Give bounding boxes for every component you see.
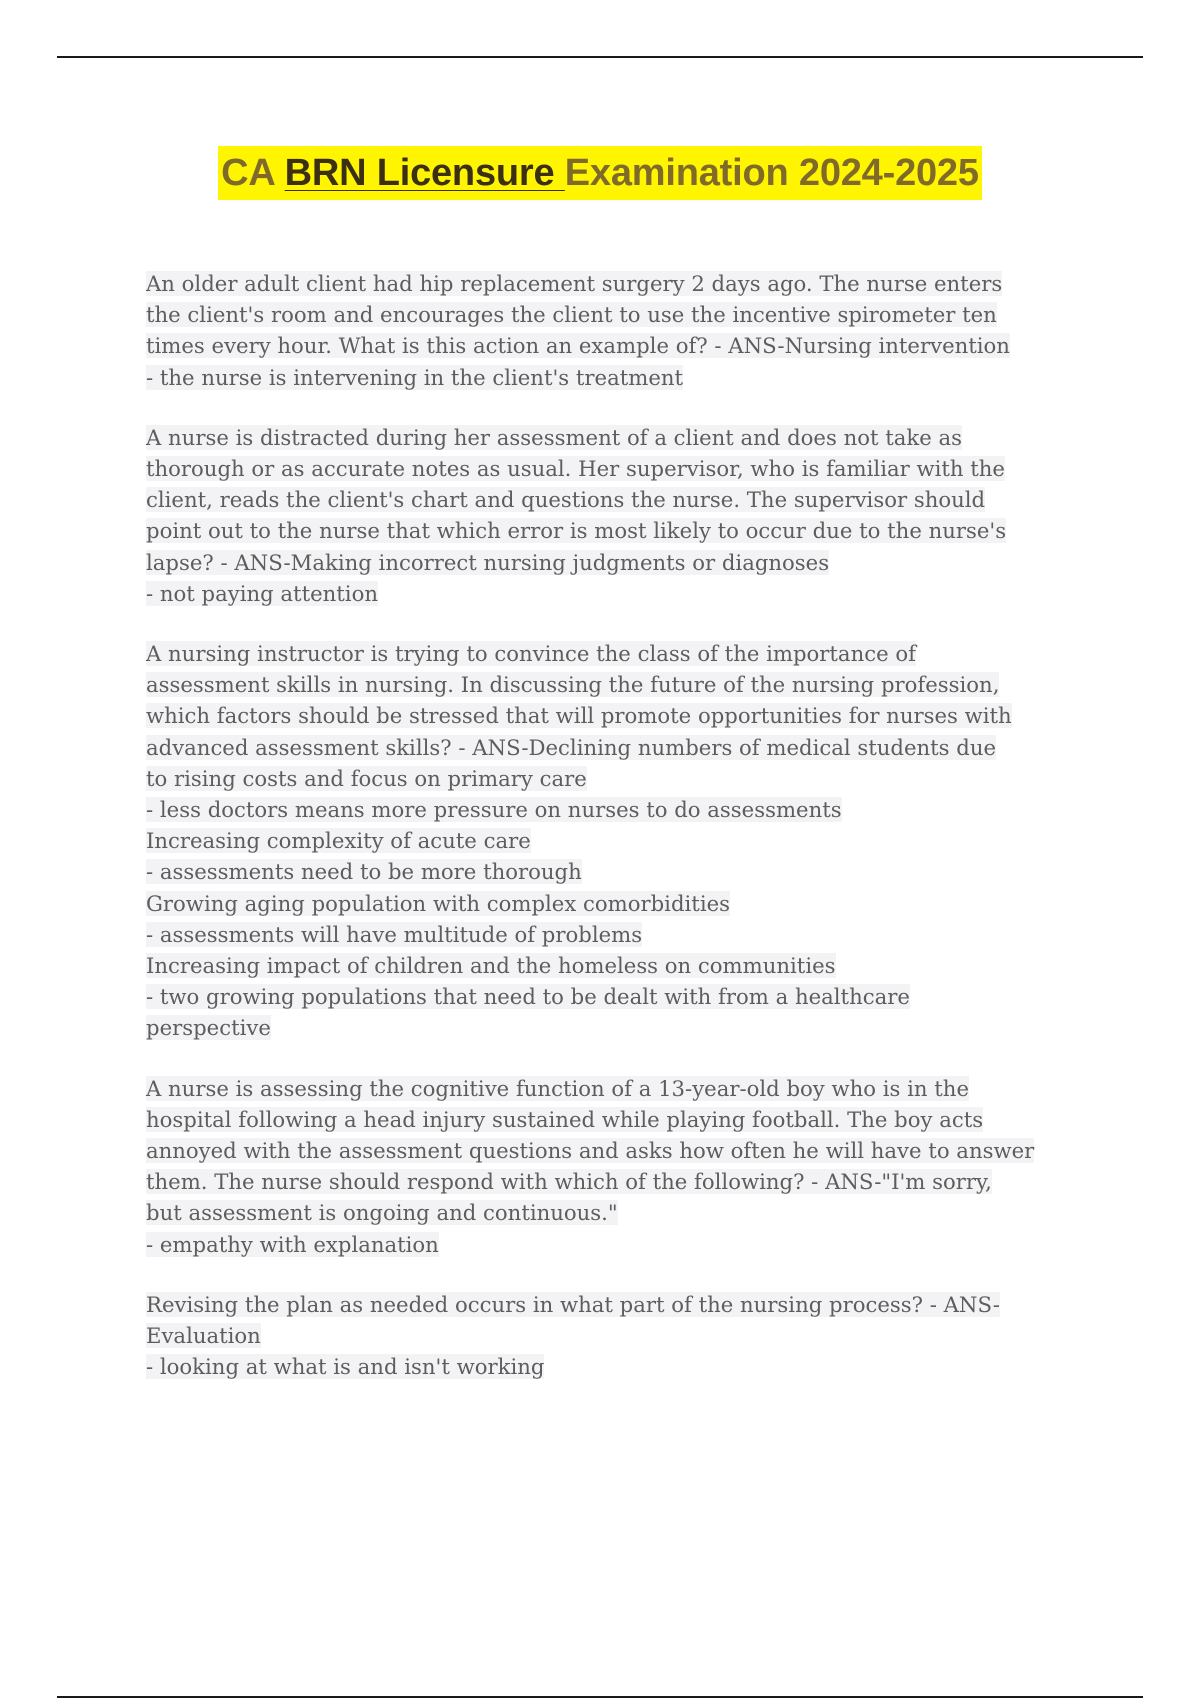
qa-line-text: client, reads the client's chart and questions the nurse. The supervisor should: [146, 487, 986, 513]
qa-line-text: - assessments will have multitude of problems: [146, 921, 643, 947]
title-container: [0, 146, 1200, 200]
qa-line: [146, 422, 1096, 453]
qa-line: [146, 1351, 1096, 1382]
qa-line-text: An older adult client had hip replacement surgery 2 days ago. The nurse enters: [146, 271, 1003, 296]
qa-line-text: Increasing complexity of acute care: [146, 828, 531, 854]
qa-line: [146, 1104, 1096, 1135]
qa-line-text: - less doctors means more pressure on nurses to do assessments: [146, 797, 842, 823]
qa-line: [146, 732, 1096, 763]
qa-line-text: A nursing instructor is trying to convince the class of the importance of: [146, 641, 916, 667]
qa-line-text: Revising the plan as needed occurs in what part of the nursing process? - ANS-: [146, 1291, 1000, 1317]
qa-line-text: lapse? - ANS-Making incorrect nursing judgments or diagnoses: [146, 549, 830, 575]
qa-line: [146, 362, 1096, 393]
qa-line-text: annoyed with the assessment questions and asks how often he will have to answer: [146, 1138, 1035, 1164]
qa-line: [146, 1166, 1096, 1197]
qa-line-text: the client's room and encourages the client to use the incentive spirometer ten: [146, 302, 997, 328]
qa-line: [146, 515, 1096, 546]
qa-line-text: thorough or as accurate notes as usual. Her supervisor, who is familiar with the: [146, 456, 1005, 482]
top-rule: [57, 56, 1143, 58]
qa-line-text: - empathy with explanation: [146, 1231, 439, 1257]
qa-line-text: Increasing impact of children and the homeless on communities: [146, 953, 836, 979]
qa-line-text: times every hour. What is this action an example of? - ANS-Nursing intervention: [146, 333, 1010, 359]
qa-item: [146, 268, 1096, 393]
qa-item: [146, 638, 1096, 1044]
qa-line: [146, 638, 1096, 669]
qa-line-text: Growing aging population with complex comorbidities: [146, 890, 731, 916]
qa-line: [146, 1135, 1096, 1166]
qa-line: [146, 763, 1096, 794]
qa-line: [146, 330, 1096, 361]
qa-line: [146, 299, 1096, 330]
qa-line: [146, 484, 1096, 515]
qa-line-text: point out to the nurse that which error is most likely to occur due to the nurse's: [146, 518, 1007, 544]
qa-line-text: assessment skills in nursing. In discussing the future of the nursing profession,: [146, 672, 1000, 698]
qa-line: [146, 1197, 1096, 1228]
qa-item: [146, 1073, 1096, 1260]
qa-line: [146, 1320, 1096, 1351]
qa-line-text: A nurse is distracted during her assessment of a client and does not take as: [146, 424, 962, 450]
qa-content: [146, 268, 1096, 1412]
qa-line: [146, 700, 1096, 731]
qa-item: [146, 1289, 1096, 1383]
title-part-2: BRN Licensure: [284, 152, 565, 194]
qa-line-text: to rising costs and focus on primary care: [146, 765, 587, 791]
qa-line: [146, 268, 1096, 299]
qa-line-text: - the nurse is intervening in the client's treatment: [146, 364, 684, 390]
qa-line: [146, 453, 1096, 484]
qa-line: [146, 1073, 1096, 1104]
qa-line-text: - looking at what is and isn't working: [146, 1354, 545, 1380]
qa-line: [146, 919, 1096, 950]
qa-line-text: but assessment is ongoing and continuous.": [146, 1200, 618, 1226]
qa-line-text: - assessments need to be more thorough: [146, 859, 582, 885]
qa-line: [146, 981, 1096, 1012]
qa-line: [146, 669, 1096, 700]
qa-line-text: them. The nurse should respond with which of the following? - ANS-"I'm sorry,: [146, 1169, 992, 1195]
qa-line: [146, 1229, 1096, 1260]
qa-line: [146, 1012, 1096, 1043]
qa-line: [146, 856, 1096, 887]
qa-line-text: - not paying attention: [146, 580, 378, 606]
title-part-1: CA: [221, 152, 285, 194]
bottom-rule: [57, 1696, 1143, 1698]
qa-line-text: hospital following a head injury sustained while playing football. The boy acts: [146, 1106, 984, 1132]
qa-line-text: Evaluation: [146, 1323, 261, 1349]
qa-line: [146, 578, 1096, 609]
qa-line: [146, 794, 1096, 825]
page-title: [218, 146, 982, 200]
qa-line-text: - two growing populations that need to be dealt with from a healthcare: [146, 984, 910, 1010]
qa-line-text: which factors should be stressed that will promote opportunities for nurses with: [146, 703, 1012, 729]
qa-line: [146, 950, 1096, 981]
qa-line: [146, 825, 1096, 856]
qa-item: [146, 422, 1096, 609]
qa-line: [146, 547, 1096, 578]
qa-line-text: advanced assessment skills? - ANS-Declining numbers of medical students due: [146, 734, 997, 760]
qa-line: [146, 888, 1096, 919]
qa-line: [146, 1289, 1096, 1320]
qa-line-text: A nurse is assessing the cognitive function of a 13-year-old boy who is in the: [146, 1075, 969, 1101]
qa-line-text: perspective: [146, 1015, 271, 1041]
title-part-3: Examination 2024-2025: [564, 152, 979, 194]
